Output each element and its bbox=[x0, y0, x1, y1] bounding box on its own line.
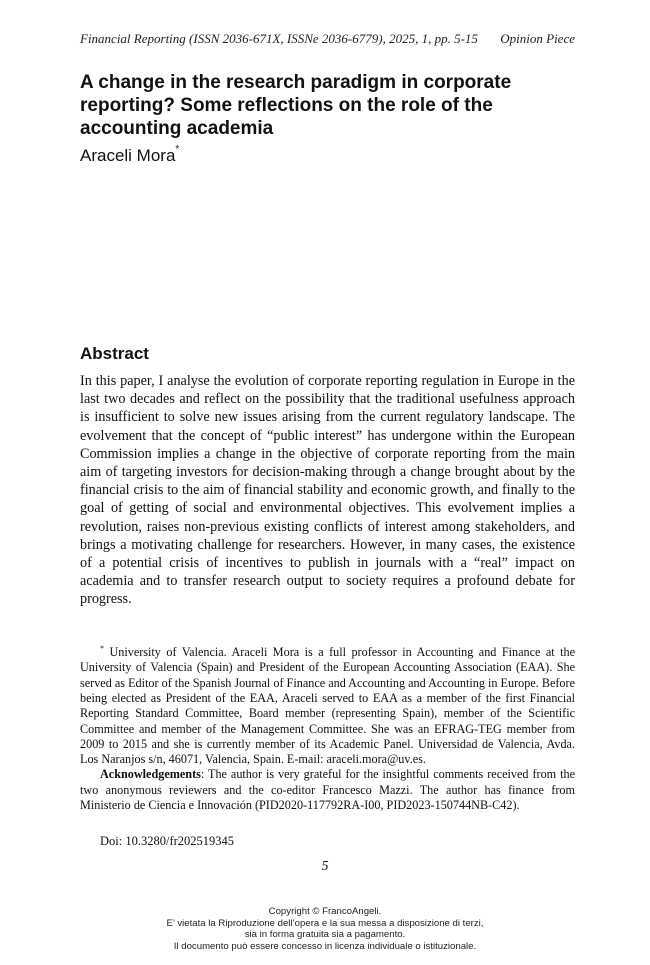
abstract-text: In this paper, I analyse the evolution of corporate reporting regulation in Europe in the last two decades and reflect on the possibility that the traditional usefulness approach is insufficient to solve new issues arising from the current regulatory landscape. The evolvement that the concept of “public interest” has undergone within the European Commission implies a change in the objective of corporate reporting from the main aim of targeting investors for decision-making through a change brought about by the financial crisis to the aim of financial stability and economic growth, and finally to the goal of getting of social and environmental objectives. This evolvement implies a revolution, raises non-previous existing conflicts of interest among stakeholders, and brings a motivating challenge for researchers. However, in many cases, the existence of a potential crisis of incentives to publish in journals with a “real” impact on academia and to transfer research output to society requires a profound debate for progress. bbox=[80, 373, 575, 608]
author-line bbox=[80, 146, 179, 166]
doi: Doi: 10.3280/fr202519345 bbox=[100, 834, 235, 848]
abstract-heading: Abstract bbox=[80, 344, 149, 363]
page-number: 5 bbox=[321, 859, 329, 874]
journal-citation: Financial Reporting (ISSN 2036-671X, ISSNe 2036-6779), 2025, 1, pp. 5-15 bbox=[80, 31, 478, 46]
copyright-line-3: sia in forma gratuita sia a pagamento. bbox=[244, 929, 406, 940]
affiliation-text: University of Valencia. Araceli Mora is a full professor in Accounting and Finance at the University of Valencia (Spain) and President of the European Accounting Association (EAA). She served as Editor of the Spanish Journal of Finance and Accounting and Accounting in Europe. Before being elected as President of the EAA, Araceli served to EAA as a member of the first Financial Reporting Standard Committee, Board member (representing Spain), member of the Scientific Committee and member of the Management Committee. She was an EFRAG-TEG member from 2009 to 2015 and she is currently member of its Academic Panel. Universidad de Valencia, Avda. Los Naranjos s/n, 46071, Valencia, Spain. E-mail: araceli.mora@uv.es. bbox=[80, 645, 575, 767]
acknowledgements-text: : The author is very grateful for the insightful comments received from the two anonymous reviewers and the co-editor Francesco Mazzi. The author has finance from Ministerio de Ciencia e Innovación (PID2020-117792RA-I00, PID2023-150744NB-C42). bbox=[80, 767, 575, 813]
footnote-block bbox=[80, 641, 575, 813]
copyright-notice bbox=[0, 906, 650, 952]
article-type: Opinion Piece bbox=[500, 31, 575, 46]
footnote-mark: * bbox=[100, 644, 104, 653]
acknowledgements-footnote bbox=[80, 767, 575, 813]
author-footnote-mark: * bbox=[175, 144, 180, 156]
article-title: A change in the research paradigm in corporate reporting? Some reflections on the role of the accounting academia bbox=[80, 72, 512, 139]
acknowledgements-label: Acknowledgements bbox=[100, 767, 201, 782]
running-header bbox=[80, 31, 575, 47]
copyright-line-4: Il documento può essere concesso in licenza individuale o istituzionale. bbox=[173, 940, 477, 952]
author-name: Araceli Mora bbox=[80, 146, 176, 165]
copyright-line-2: E’ vietata la Riproduzione dell’opera e la sua messa a disposizione di terzi, bbox=[166, 917, 484, 929]
affiliation-footnote bbox=[80, 641, 575, 767]
copyright-line-1: Copyright © FrancoAngeli. bbox=[268, 906, 382, 917]
